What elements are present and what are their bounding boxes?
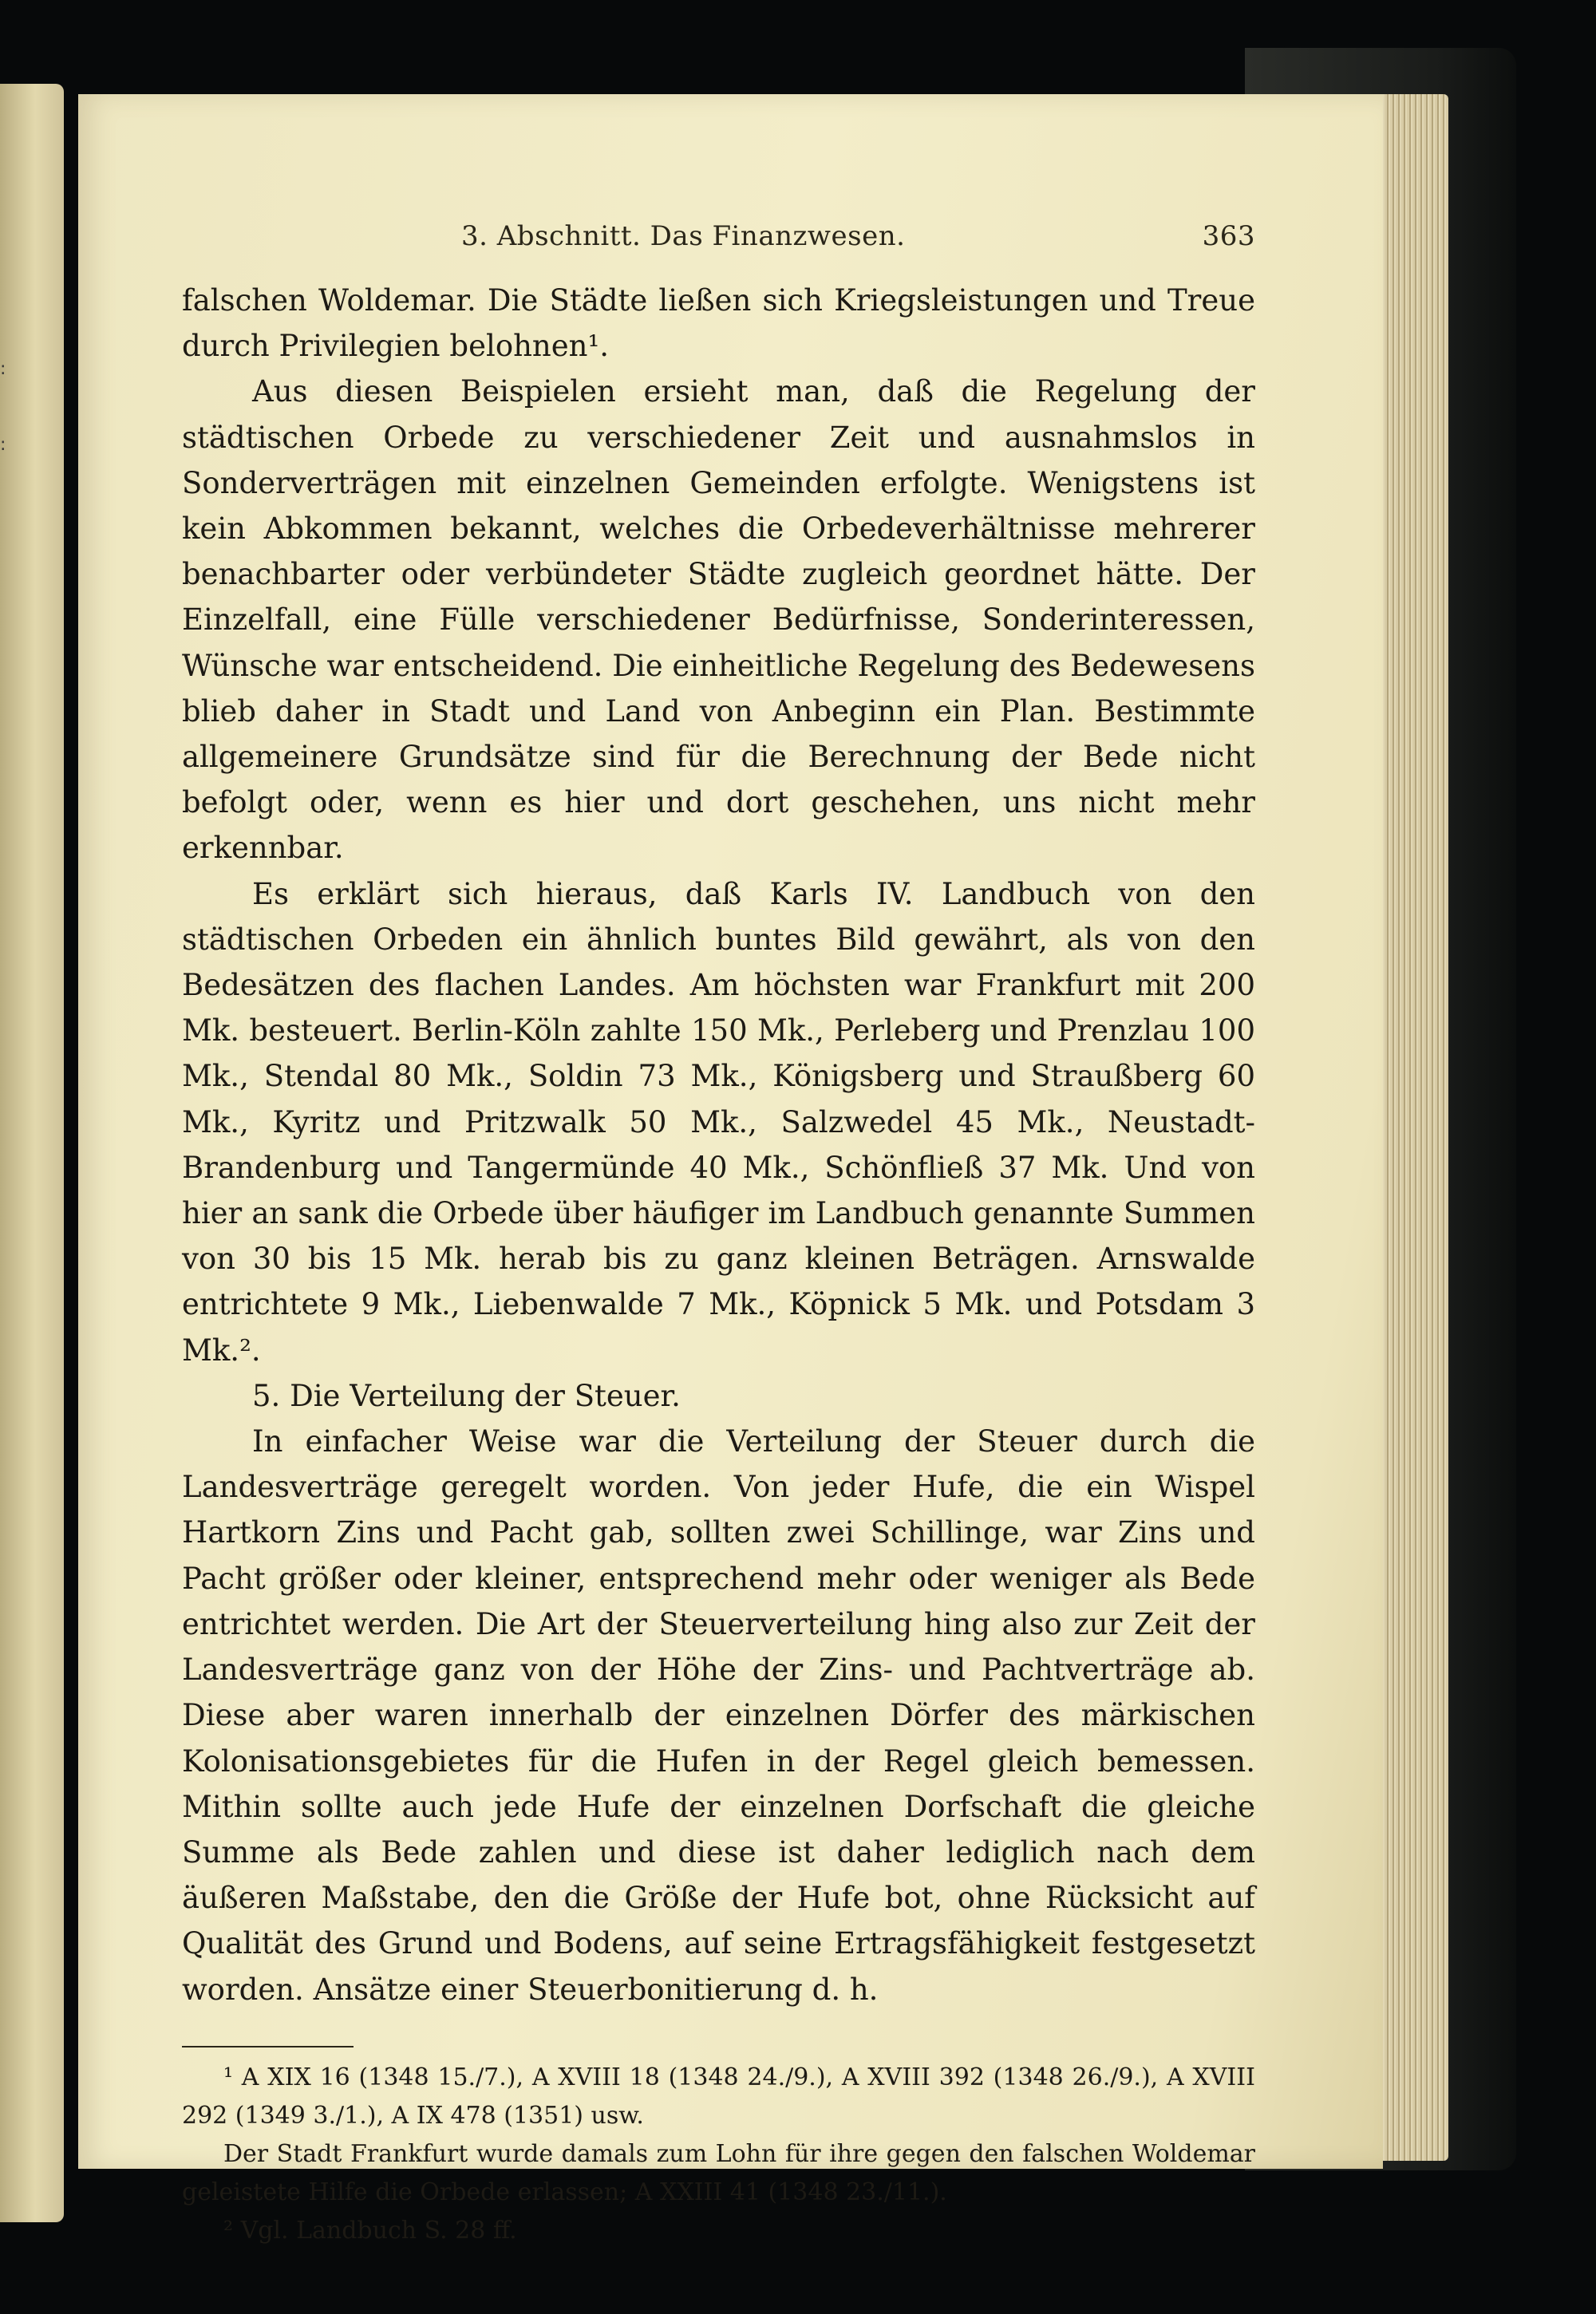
running-head: 3. Abschnitt. Das Finanzwesen.	[461, 220, 906, 252]
paragraph: Es erklärt sich hieraus, daß Karls IV. Landbuch von den städtischen Orbeden ein ähnlich buntes Bild gewährt, als von den Bedesätzen des flachen Landes. Am höchsten war Frankfurt mit 200 Mk. besteuert. Berlin-Köln zahlte 150 Mk., Perleberg und Prenzlau 100 Mk., Stendal 80 Mk., Soldin 73 Mk., Königsberg und Straußberg 60 Mk., Kyritz und Pritzwalk 50 Mk., Salzwedel 45 Mk., Neustadt-Brandenburg und Tangermünde 40 Mk., Schönfließ 37 Mk. Und von hier an sank die Orbede über häufiger im Landbuch genannte Summen von 30 bis 15 Mk. herab bis zu ganz kleinen Beträgen. Arnswalde entrichtete 9 Mk., Liebenwalde 7 Mk., Köpnick 5 Mk. und Potsdam 3 Mk.².	[182, 876, 1255, 1368]
book-page	[78, 94, 1383, 2245]
facing-page-mark: :	[0, 435, 6, 455]
paragraph: Aus diesen Beispielen ersieht man, daß die Regelung der städtischen Orbede zu verschiedener Zeit und ausnahmslos in Sonderverträgen mit einzelnen Gemeinden erfolgte. Wenigstens ist kein Abkommen bekannt, welches die Orbedeverhältnisse mehrerer benachbarter oder verbündeter Städte zugleich geordnet hätte. Der Einzelfall, eine Fülle verschiedener Bedürfnisse, Sonderinteressen, Wünsche war entscheidend. Die einheitliche Regelung des Bedewesens blieb daher in Stadt und Land von Anbeginn ein Plan. Bestimmte allgemeinere Grundsätze sind für die Berechnung der Bede nicht befolgt oder, wenn es hier und dort geschehen, uns nicht mehr erkennbar.	[182, 374, 1255, 866]
facing-page-mark: :	[0, 359, 6, 379]
footnote-rule	[182, 2046, 354, 2047]
footnotes	[182, 2046, 1255, 2250]
page-number: 363	[1202, 220, 1255, 252]
paragraph: In einfacher Weise war die Verteilung der Steuer durch die Landesverträge geregelt worden. Von jeder Hufe, die ein Wispel Hartkorn Zins und Pacht gab, sollten zwei Schillinge, war Zins und Pacht größer oder kleiner, entsprechend mehr oder weniger als Bede entrichtet werden. Die Art der Steuerverteilung hing also zur Zeit der Landesverträge ganz von der Höhe der Zins- und Pachtverträge ab. Diese aber waren innerhalb der einzelnen Dörfer des märkischen Kolonisationsgebietes für die Hufen in der Regel gleich bemessen. Mithin sollte auch jede Hufe der einzelnen Dorfschaft die gleiche Summe als Bede zahlen und diese ist daher lediglich nach dem äußeren Maßstabe, den die Größe der Hufe bot, ohne Rücksicht auf Qualität des Grund und Bodens, auf seine Ertragsfähigkeit festgesetzt worden. Ansätze einer Steuerbonitierung d. h.	[182, 1424, 1255, 2007]
facing-page-edge	[0, 84, 64, 2222]
paragraph: falschen Woldemar. Die Städte ließen sich Kriegsleistungen und Treue durch Privilegien belohnen¹.	[182, 283, 1255, 364]
footnote-1: ¹ A XIX 16 (1348 15./7.), A XVIII 18 (1348 24./9.), A XVIII 392 (1348 26./9.), A XVIII 292 (1349 3./1.), A IX 478 (1351) usw.	[182, 2063, 1255, 2130]
footnote-2: ² Vgl. Landbuch S. 28 ff.	[223, 2216, 517, 2245]
running-header	[182, 214, 1255, 278]
section-heading: 5. Die Verteilung der Steuer.	[252, 1378, 681, 1413]
page-text	[182, 214, 1255, 2250]
footnote-1-continuation: Der Stadt Frankfurt wurde damals zum Lohn für ihre gegen den falschen Woldemar geleistete Hilfe die Orbede erlassen; A XXIII 41 (1348 23./11.).	[182, 2139, 1255, 2206]
